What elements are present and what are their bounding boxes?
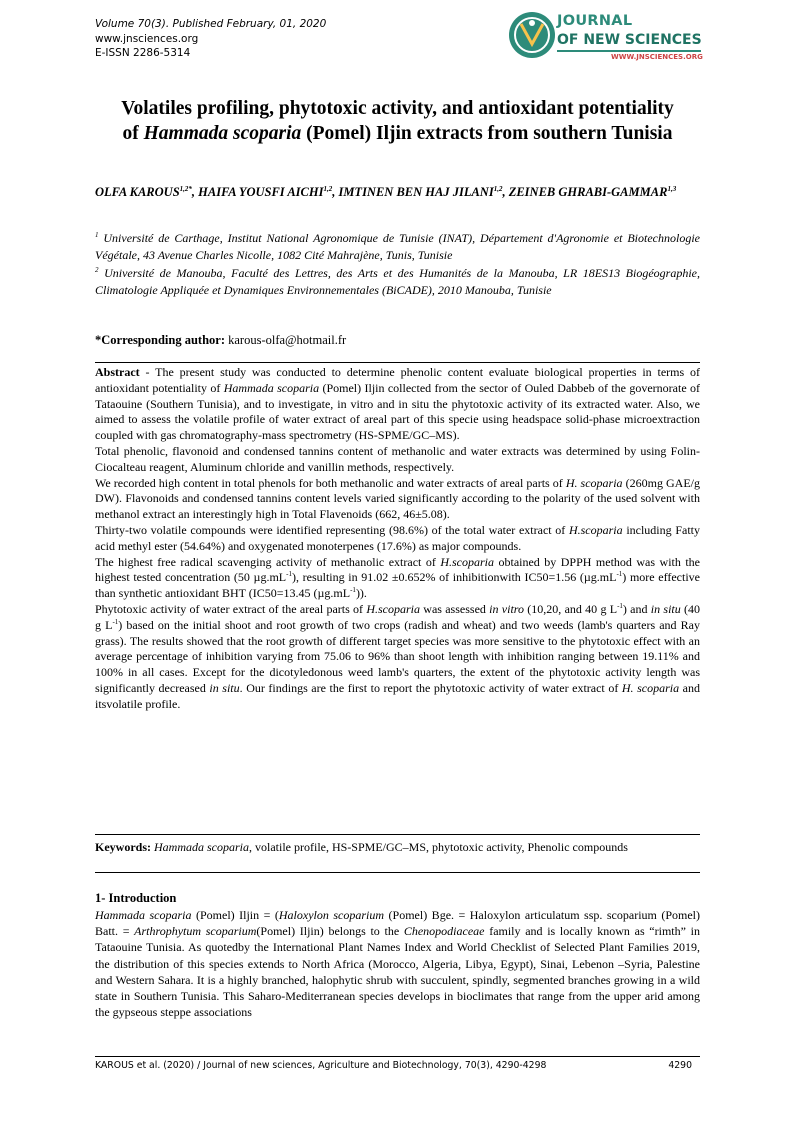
page-number: 4290 (668, 1060, 692, 1071)
section-heading: 1- Introduction (95, 891, 177, 905)
species: Hammada scoparia (223, 380, 320, 395)
title-line2 (95, 121, 700, 146)
text: ) and (622, 601, 651, 616)
text: Thirty-two volatile compounds were identified representing (98.6%) of the total water extract of (95, 522, 569, 537)
author-name: , HAIFA YOUSFI AICHI (191, 185, 324, 199)
species: Haloxylon scoparium (278, 908, 385, 922)
keywords-list: , volatile profile, HS-SPME/GC–MS, phytotoxic activity, Phenolic compounds (249, 840, 628, 854)
keywords-bottom-rule (95, 872, 700, 873)
author-sup: 1,2 (323, 184, 333, 193)
text: family and is locally known as “rimth” in Tataouine Tunisia. As quotedby the International Plant Names Index and World Checklist of Selected Plant Families 2019, the distribution of this species extends to North Africa (Morocco, Algeria, Libya, Egypt), Sinai, Lebenon –Syria, Palestine and Western Sahara. It is a highly branched, halophytic shrub with succulent, spindly, segmented branches growing in a wild state in Southern Tunisia. This Saharo-Mediterranean species develops in bioclimates that range from the upper arid among the gypseous steppe associations (95, 924, 700, 1020)
author-name: , ZEINEB GHRABI-GAMMAR (502, 185, 668, 199)
sup: -1 (112, 617, 119, 626)
affiliation-text: Université de Manouba, Faculté des Lettres, des Arts et des Humanités de la Manouba, LR 18ES13 Biogéographie, Climatologie Appliquée et Dynamiques Environnementales (BiCADE), 2010 Manouba, Tunisie (95, 265, 700, 298)
species: H. scoparia (621, 680, 680, 695)
affiliation-1 (95, 230, 700, 265)
text: and itsvolatile profile. (95, 680, 701, 711)
affiliation-sup: 1 (95, 231, 99, 239)
intro-paragraph (95, 907, 700, 1020)
author-name: , IMTINEN BEN HAJ JILANI (332, 185, 494, 199)
text: ) more effective than synthetic antioxidant BHT (IC50=13.45 (µg.mL (95, 570, 701, 601)
footer-rule (95, 1056, 700, 1057)
abstract-paragraph (95, 555, 700, 602)
affiliations (95, 230, 700, 300)
corresponding-email[interactable]: karous-olfa@hotmail.fr (225, 333, 347, 347)
website-link[interactable]: www.jnsciences.org (95, 32, 199, 45)
text: ), resulting in 91.02 ±0.652% of inhibitionwith IC50=1.56 (µg.mL (291, 570, 617, 585)
paper-title (95, 96, 700, 146)
journal-emblem-icon (507, 10, 557, 60)
species: H.scoparia (568, 522, 623, 537)
sup: -1 (350, 586, 356, 595)
italic-term: in situ (209, 680, 240, 695)
abstract-paragraph (95, 602, 700, 713)
author-name: OLFA KAROUS (95, 185, 180, 199)
text: )). (355, 586, 367, 601)
species: Hammada scoparia (95, 908, 192, 922)
author-sup: 1,3 (667, 184, 677, 193)
keywords-section (95, 839, 700, 855)
corresponding-label: *Corresponding author: (95, 333, 225, 347)
species: Hammada scoparia (151, 840, 249, 854)
text: - The present study was conducted to determine phenolic content evaluate biological properties in terms of antioxidant potentiality of (95, 365, 700, 395)
abstract-section (95, 365, 700, 713)
page-footer (95, 1060, 700, 1071)
footer-citation: KAROUS et al. (2020) / Journal of new sciences, Agriculture and Biotechnology, 70(3), 4290-4298 (95, 1060, 547, 1071)
logo-url: WWW.JNSCIENCES.ORG (611, 53, 703, 61)
text: (Pomel) Iljin collected from the sector of Ouled Dabbeb of the governorate of Tataouine (Southern Tunisia), and to investigate, in vitro and in situ the phytotoxic activity of its extracted water. Also, we aimed to assess the volatile profile of water extract of areal part of this specie using headspace solid-phase microextraction coupled with gas chromatography-mass spectrometry (HS-SPME/GC–MS). (95, 380, 701, 443)
abstract-paragraph (95, 476, 700, 523)
author-list (95, 183, 700, 201)
corresponding-author (95, 333, 346, 348)
title-text: of (122, 123, 144, 144)
text: We recorded high content in total phenols for both methanolic and water extracts of areal parts of (95, 475, 566, 490)
species: Chenopodiaceae (403, 924, 485, 939)
italic-term: in situ (650, 601, 681, 616)
text: (40 g L (95, 601, 701, 632)
abstract-paragraph (95, 365, 700, 444)
text: obtained by DPPH method was with the highest tested concentration (50 µg.mL (95, 554, 701, 585)
text: ) based on the initial shoot and root growth of two crops (radish and wheat) and two weeds (lamb's quarters and Ray grass). The results showed that the root growth of different target species was more sensitive to the phytotoxic effect with an average percentage of inhibition varying from 75.06 to 96% than shoot length with inhibition ranging between 19.11% and 100% in all cases. Except for the dicotyledonous weed lamb's quarters, the extent of the phytotoxic activity length was significantly decreased (95, 617, 700, 695)
species: H.scoparia (440, 554, 494, 569)
title-line1: Volatiles profiling, phytotoxic activity, and antioxidant potentiality (121, 98, 674, 119)
text: (Pomel) Iljin = ( (191, 908, 279, 922)
text: The highest free radical scavenging activity of methanolic extract of (95, 554, 441, 569)
italic-term: in vitro (489, 601, 525, 616)
keywords-label: Keywords: (95, 840, 151, 854)
text: Phytotoxic activity of water extract of the areal parts of (95, 601, 367, 616)
affiliation-sup: 2 (95, 265, 99, 274)
species: Arthrophytum scoparium (134, 924, 257, 939)
text: including Fatty acid methyl ester (54.64%) and oxygenated monoterpenes (17.6%) as major compounds. (95, 522, 700, 553)
species: H. scoparia (565, 475, 623, 490)
keywords-top-rule (95, 834, 700, 835)
affiliation-text: Université de Carthage, Institut National Agronomique de Tunisie (INAT), Département d'Agronomie et Biotechnologie Végétale, 43 Avenue Charles Nicolle, 1082 Cité Mahrajène, Tunis, Tunisie (95, 231, 700, 263)
sup: -1 (616, 570, 623, 579)
abstract-label: Abstract (95, 365, 140, 379)
sup: -1 (617, 601, 623, 610)
abstract-top-rule (95, 362, 700, 363)
author-sup: 1,2* (179, 184, 192, 193)
logo-bar (557, 50, 701, 52)
issn-line: E-ISSN 2286-5314 (95, 47, 191, 59)
species: H.scoparia (366, 601, 421, 616)
logo-line1: JOURNAL (557, 13, 633, 29)
title-text: (Pomel) Iljin extracts from southern Tunisia (301, 123, 673, 144)
author-sup: 1,2 (493, 184, 503, 193)
logo-line2: OF NEW SCIENCES (557, 32, 702, 48)
title-species: Hammada scoparia (143, 123, 302, 144)
abstract-paragraph: Total phenolic, flavonoid and condensed tannins content of methanolic and water extracts was determined by using Folin-Ciocalteau reagent, Aluminum chloride and vanillin methods, respectively. (95, 443, 700, 474)
sup: -1 (286, 570, 292, 579)
text: (Pomel) Bge. = Haloxylon articulatum ssp. scoparium (Pomel) Batt. = (95, 908, 701, 939)
volume-line: Volume 70(3). Published February, 01, 2020 (95, 18, 327, 30)
journal-logo (507, 10, 701, 66)
text: (10,20, and 40 g L (524, 601, 618, 616)
abstract-paragraph (95, 523, 700, 555)
text: (Pomel) Iljin) belongs to the (256, 924, 404, 939)
header-meta (95, 17, 326, 61)
text: (260mg GAE/g DW). Flavonoids and condensed tannins content levels varied significantly according to the polarity of the used solvent with methanol extract an interestingly high in Total Flavenoids (662, 46±5.08). (95, 475, 701, 522)
text: was assessed (420, 601, 490, 616)
affiliation-2 (95, 265, 700, 300)
text: . Our findings are the first to report the phytotoxic activity of water extract of (239, 680, 622, 695)
